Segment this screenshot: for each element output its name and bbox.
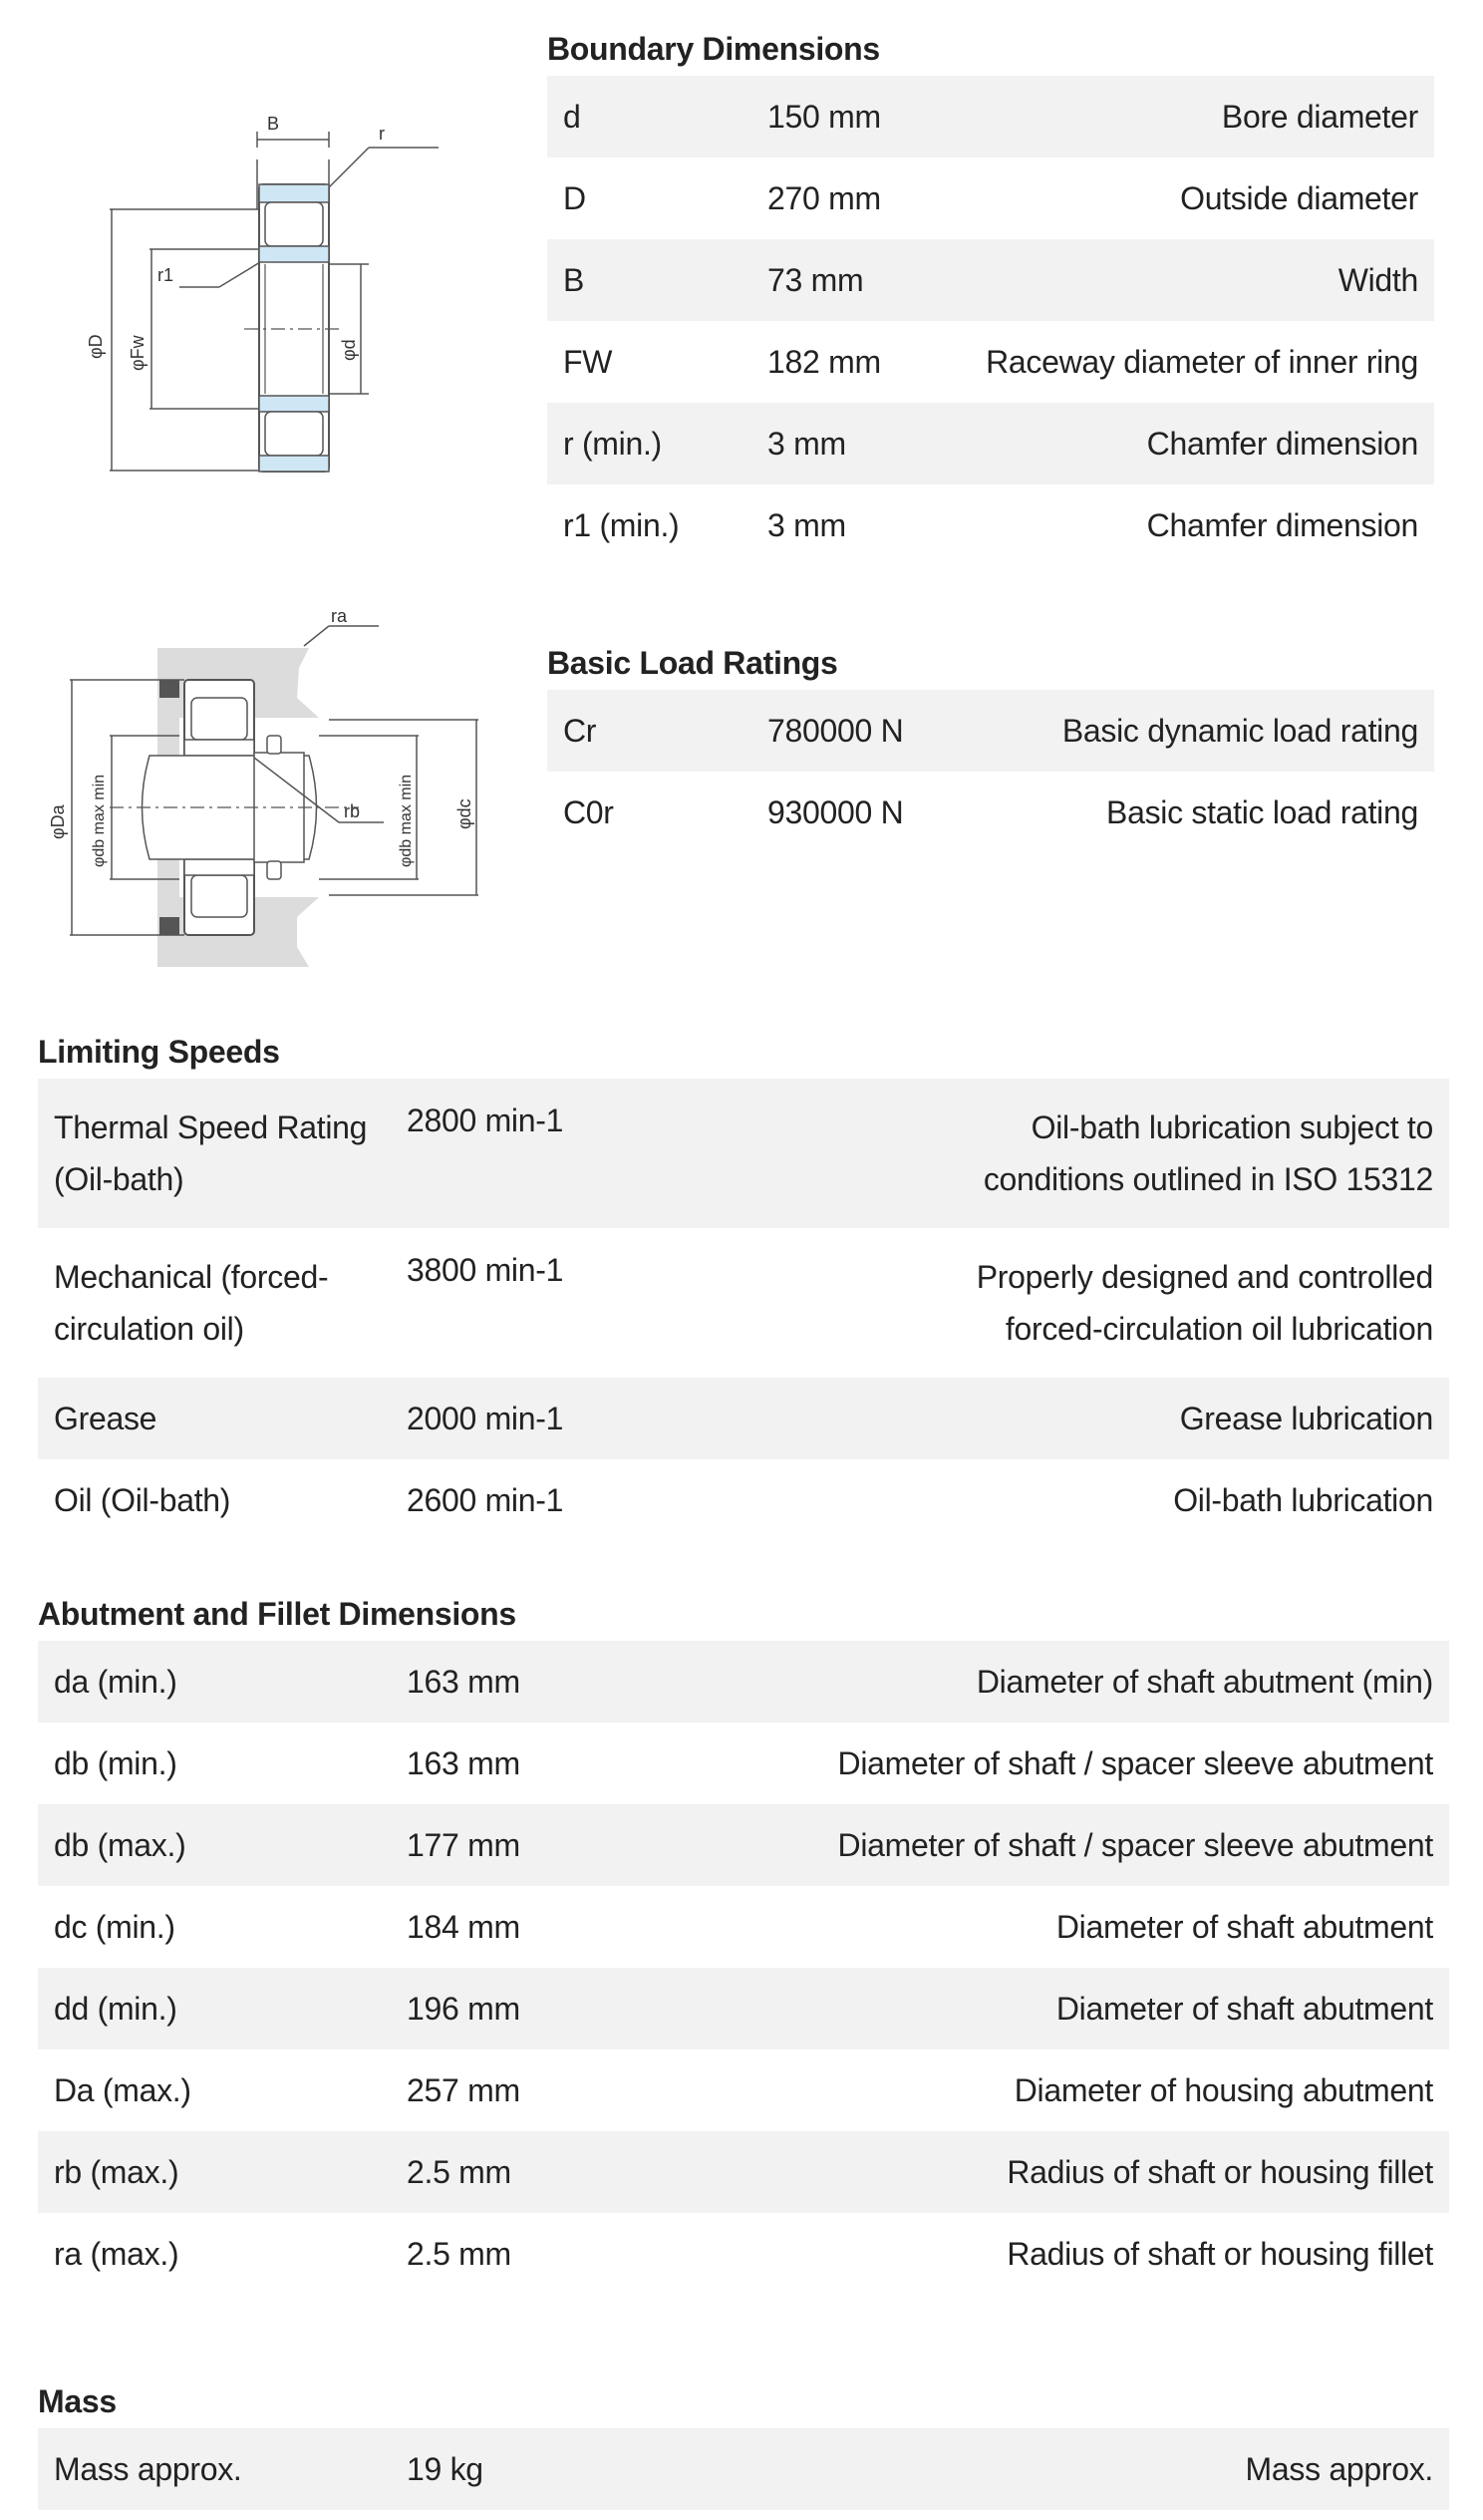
- bearing-dimension-diagram: [40, 100, 458, 498]
- symbol-cell: Cr: [547, 690, 751, 772]
- symbol-cell: Grease: [38, 1378, 391, 1459]
- description-cell: Diameter of shaft / spacer sleeve abutment: [690, 1804, 1449, 1886]
- description-cell: Diameter of shaft abutment (min): [690, 1641, 1449, 1723]
- value-cell: 163 mm: [391, 1723, 690, 1804]
- description-cell: Diameter of shaft abutment: [690, 1886, 1449, 1968]
- table-row: [38, 1459, 1449, 1541]
- value-cell: 780000 N: [751, 690, 966, 772]
- value-cell: 2600 min-1: [391, 1459, 690, 1541]
- description-cell: Diameter of housing abutment: [690, 2049, 1449, 2131]
- table-row: [38, 2428, 1449, 2510]
- symbol-cell: dc (min.): [38, 1886, 391, 1968]
- description-cell: Basic dynamic load rating: [966, 690, 1434, 772]
- value-cell: 2800 min-1: [391, 1079, 690, 1228]
- table-row: [38, 1079, 1449, 1228]
- section-title: Basic Load Ratings: [547, 645, 838, 681]
- value-cell: 73 mm: [751, 239, 966, 321]
- description-cell: Diameter of shaft / spacer sleeve abutment: [690, 1723, 1449, 1804]
- description-cell: Grease lubrication: [690, 1378, 1449, 1459]
- boundary-dimensions-table: [547, 76, 1434, 566]
- symbol-cell: db (min.): [38, 1723, 391, 1804]
- label-phi-dc: φdc: [454, 798, 474, 829]
- boundary-dimensions-section: [547, 22, 1434, 566]
- label-phi-d: φd: [339, 339, 359, 361]
- value-cell: 2.5 mm: [391, 2213, 690, 2295]
- symbol-cell: Mass approx.: [38, 2428, 391, 2510]
- symbol-cell: dd (min.): [38, 1968, 391, 2049]
- limiting-speeds-section: [38, 1025, 1449, 1541]
- label-rb: rb: [344, 801, 361, 821]
- symbol-cell: D: [547, 158, 751, 239]
- mass-table: [38, 2428, 1449, 2510]
- value-cell: 2000 min-1: [391, 1378, 690, 1459]
- value-cell: 182 mm: [751, 321, 966, 403]
- description-cell: Oil-bath lubrication: [690, 1459, 1449, 1541]
- value-cell: 150 mm: [751, 76, 966, 158]
- value-cell: 177 mm: [391, 1804, 690, 1886]
- description-cell: Basic static load rating: [966, 772, 1434, 853]
- value-cell: 3 mm: [751, 484, 966, 566]
- mounting-dimension-diagram: [40, 606, 498, 997]
- table-row: [38, 1804, 1449, 1886]
- table-row: [547, 321, 1434, 403]
- basic-load-ratings-table: [547, 690, 1434, 853]
- symbol-cell: db (max.): [38, 1804, 391, 1886]
- value-cell: 930000 N: [751, 772, 966, 853]
- value-cell: 163 mm: [391, 1641, 690, 1723]
- section-title: Mass: [38, 2383, 117, 2419]
- table-row: [38, 1378, 1449, 1459]
- label-phi-db-right: φdb max min: [398, 774, 415, 867]
- label-ra: ra: [331, 606, 348, 626]
- table-row: [547, 158, 1434, 239]
- value-cell: 184 mm: [391, 1886, 690, 1968]
- section-title: Limiting Speeds: [38, 1034, 280, 1070]
- mass-section: [38, 2374, 1449, 2510]
- symbol-cell: Oil (Oil-bath): [38, 1459, 391, 1541]
- abutment-fillet-section: [38, 1587, 1449, 2295]
- table-row: [38, 2131, 1449, 2213]
- symbol-cell: FW: [547, 321, 751, 403]
- label-phi-Fw: φFw: [128, 335, 148, 371]
- symbol-cell: d: [547, 76, 751, 158]
- description-cell: Chamfer dimension: [966, 484, 1434, 566]
- table-row: [547, 239, 1434, 321]
- table-row: [547, 403, 1434, 484]
- description-cell: Bore diameter: [966, 76, 1434, 158]
- description-cell: Outside diameter: [966, 158, 1434, 239]
- table-row: [38, 1641, 1449, 1723]
- symbol-cell: Da (max.): [38, 2049, 391, 2131]
- value-cell: 196 mm: [391, 1968, 690, 2049]
- section-title: Boundary Dimensions: [547, 31, 880, 67]
- symbol-cell: ra (max.): [38, 2213, 391, 2295]
- description-cell: Width: [966, 239, 1434, 321]
- description-cell: Oil-bath lubrication subject to conditions outlined in ISO 15312: [690, 1079, 1449, 1228]
- symbol-cell: Thermal Speed Rating (Oil-bath): [38, 1079, 391, 1228]
- table-row: [38, 1723, 1449, 1804]
- label-phi-db-left: φdb max min: [91, 774, 108, 867]
- table-row: [547, 76, 1434, 158]
- label-r: r: [379, 124, 385, 144]
- symbol-cell: Mechanical (forced-circulation oil): [38, 1228, 391, 1378]
- symbol-cell: C0r: [547, 772, 751, 853]
- value-cell: 19 kg: [391, 2428, 690, 2510]
- description-cell: Radius of shaft or housing fillet: [690, 2213, 1449, 2295]
- symbol-cell: B: [547, 239, 751, 321]
- value-cell: 270 mm: [751, 158, 966, 239]
- symbol-cell: r1 (min.): [547, 484, 751, 566]
- description-cell: Raceway diameter of inner ring: [966, 321, 1434, 403]
- description-cell: Diameter of shaft abutment: [690, 1968, 1449, 2049]
- section-title: Abutment and Fillet Dimensions: [38, 1596, 516, 1632]
- description-cell: Mass approx.: [690, 2428, 1449, 2510]
- limiting-speeds-table: [38, 1079, 1449, 1541]
- value-cell: 3 mm: [751, 403, 966, 484]
- description-cell: Radius of shaft or housing fillet: [690, 2131, 1449, 2213]
- table-row: [38, 1228, 1449, 1378]
- label-r1: r1: [157, 265, 174, 285]
- table-row: [547, 484, 1434, 566]
- label-phi-D: φD: [86, 334, 106, 359]
- basic-load-ratings-section: [547, 636, 1434, 853]
- symbol-cell: r (min.): [547, 403, 751, 484]
- table-row: [547, 772, 1434, 853]
- table-row: [38, 1886, 1449, 1968]
- symbol-cell: da (min.): [38, 1641, 391, 1723]
- description-cell: Chamfer dimension: [966, 403, 1434, 484]
- value-cell: 2.5 mm: [391, 2131, 690, 2213]
- symbol-cell: rb (max.): [38, 2131, 391, 2213]
- table-row: [38, 2049, 1449, 2131]
- label-phi-Da: φDa: [48, 804, 68, 839]
- label-B: B: [267, 114, 280, 134]
- description-cell: Properly designed and controlled forced-circulation oil lubrication: [690, 1228, 1449, 1378]
- value-cell: 257 mm: [391, 2049, 690, 2131]
- table-row: [547, 690, 1434, 772]
- table-row: [38, 1968, 1449, 2049]
- value-cell: 3800 min-1: [391, 1228, 690, 1378]
- abutment-fillet-table: [38, 1641, 1449, 2295]
- table-row: [38, 2213, 1449, 2295]
